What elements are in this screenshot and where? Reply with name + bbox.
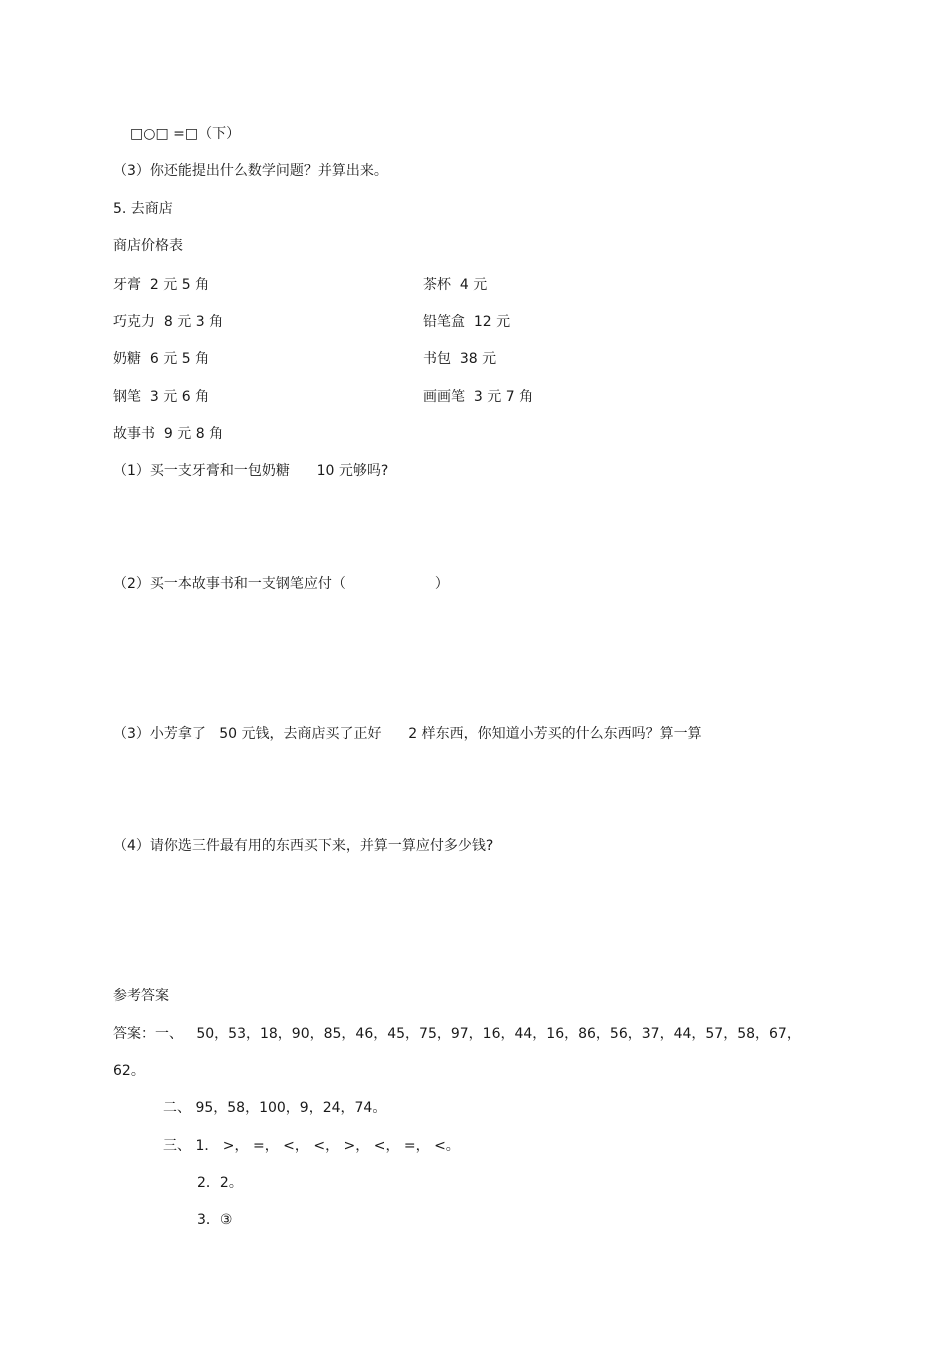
answers-line-1b: 62。 [113, 1063, 145, 1079]
shop-question-2: （2）买一本故事书和一支钢笔应付（ ） [113, 576, 449, 592]
price-item-right: 画画笔 3 元 7 角 [423, 389, 534, 405]
price-item-left: 巧克力 8 元 3 角 [113, 314, 224, 330]
answers-line-1: 答案：一、 50，53，18，90，85，46，45，75，97，16，44，16，86，56，37，44，57，58，67， [113, 1026, 801, 1042]
price-item-right: 铅笔盒 12 元 [423, 314, 511, 330]
answers-title: 参考答案 [113, 988, 169, 1004]
section-heading: 5. 去商店 [113, 201, 173, 217]
shop-question-1: （1）买一支牙膏和一包奶糖 10 元够吗? [113, 463, 389, 479]
price-item-left: 故事书 9 元 8 角 [113, 426, 224, 442]
price-table-title: 商店价格表 [113, 238, 183, 254]
price-item-left: 奶糖 6 元 5 角 [113, 351, 210, 367]
price-item-right: 书包 38 元 [423, 351, 497, 367]
price-item-right: 茶杯 4 元 [423, 277, 488, 293]
shop-question-4: （4）请你选三件最有用的东西买下来，并算一算应付多少钱? [113, 838, 494, 854]
price-item-left: 钢笔 3 元 6 角 [113, 389, 210, 405]
answers-line-2: 二、 95，58，100，9，24，74。 [163, 1100, 387, 1116]
equation-line: □○□ =□（下） [130, 126, 241, 142]
shop-question-3: （3）小芳拿了 50 元钱，去商店买了正好 2 样东西，你知道小芳买的什么东西吗？算一算 [113, 726, 702, 742]
answers-line-3: 三、 1． >， =， <， <， >， <， =， <。 [163, 1138, 460, 1154]
answers-line-4: 2．2。 [197, 1175, 243, 1191]
question-3-prompt: （3）你还能提出什么数学问题？并算出来。 [113, 163, 388, 179]
price-item-left: 牙膏 2 元 5 角 [113, 277, 210, 293]
answers-line-5: 3．③ [197, 1212, 233, 1228]
